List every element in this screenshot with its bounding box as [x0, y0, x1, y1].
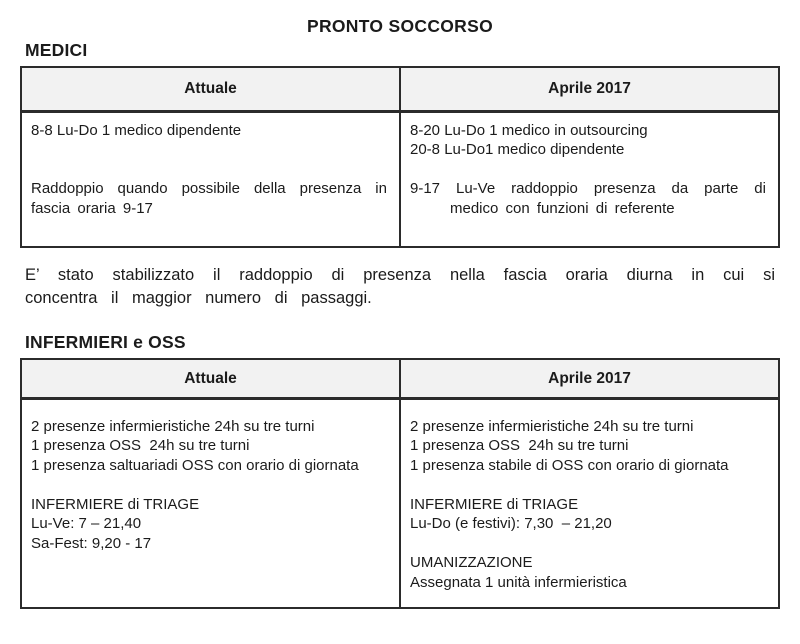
blank-line-spacer: [410, 160, 766, 180]
medici-col-header-attuale: Attuale: [21, 67, 400, 111]
infermieri-aprile-line-3: 1 presenza stabile di OSS con orario di giornata: [410, 456, 729, 474]
infermieri-attuale-triage-line-2: Sa-Fest: 9,20 - 17: [31, 534, 152, 552]
section-heading-medici: MEDICI: [25, 40, 88, 60]
blank-line-spacer: [410, 475, 766, 495]
infermieri-attuale-line-1: 2 presenze infermieristiche 24h su tre turni: [31, 417, 315, 435]
infermieri-header-row: [21, 359, 779, 398]
medici-attuale-line-1: 8-8 Lu-Do 1 medico dipendente: [31, 121, 242, 139]
blank-line-spacer: [410, 534, 766, 554]
infermieri-col-header-aprile-2017: Aprile 2017: [400, 359, 779, 398]
medici-cell-attuale: [21, 111, 400, 247]
infermieri-attuale-triage-title: INFERMIERE di TRIAGE: [31, 495, 200, 513]
section-heading-infermieri: INFERMIERI e OSS: [25, 332, 186, 352]
medici-cell-aprile-2017: [400, 111, 779, 247]
medici-aprile-line-2: 20-8 Lu-Do1 medico dipendente: [410, 141, 625, 158]
infermieri-attuale-line-3: 1 presenza saltuariadi OSS con orario di giornata: [31, 456, 359, 474]
medici-header-row: [21, 67, 779, 111]
infermieri-aprile-triage-line-1: Lu-Do (e festivi): 7,30 – 21,20: [410, 515, 612, 532]
medici-table: [20, 66, 780, 248]
infermieri-aprile-umanizzazione-title: UMANIZZAZIONE: [410, 554, 533, 571]
medici-body-row: [21, 111, 779, 247]
infermieri-table: [20, 358, 780, 609]
medici-aprile-paragraph: 9-17 Lu-Ve raddoppio presenza da parte di medico con funzioni di referente: [410, 180, 766, 217]
infermieri-aprile-line-1: 2 presenze infermieristiche 24h su tre turni: [410, 417, 694, 435]
infermieri-attuale-line-2: 1 presenza OSS 24h su tre turni: [31, 437, 250, 454]
blank-line-spacer: [31, 140, 387, 179]
note-paragraph: E’ stato stabilizzato il raddoppio di presenza nella fascia oraria diurna in cui si concentra il maggior numero di passaggi.: [25, 266, 775, 307]
medici-col-header-aprile-2017: Aprile 2017: [400, 67, 779, 111]
infermieri-col-header-attuale: Attuale: [21, 359, 400, 398]
medici-attuale-paragraph: Raddoppio quando possibile della presenza in fascia oraria 9-17: [31, 180, 387, 217]
infermieri-attuale-triage-line-1: Lu-Ve: 7 – 21,40: [31, 515, 142, 532]
infermieri-cell-aprile-2017: [400, 398, 779, 608]
infermieri-cell-attuale: [21, 398, 400, 608]
infermieri-body-row: [21, 398, 779, 608]
infermieri-aprile-line-2: 1 presenza OSS 24h su tre turni: [410, 437, 629, 454]
page-title: PRONTO SOCCORSO: [306, 16, 493, 36]
medici-aprile-line-1: 8-20 Lu-Do 1 medico in outsourcing: [410, 121, 648, 139]
infermieri-aprile-umanizzazione-line-1: Assegnata 1 unità infermieristica: [410, 573, 627, 591]
infermieri-aprile-triage-title: INFERMIERE di TRIAGE: [410, 495, 579, 513]
blank-line-spacer: [31, 475, 387, 495]
